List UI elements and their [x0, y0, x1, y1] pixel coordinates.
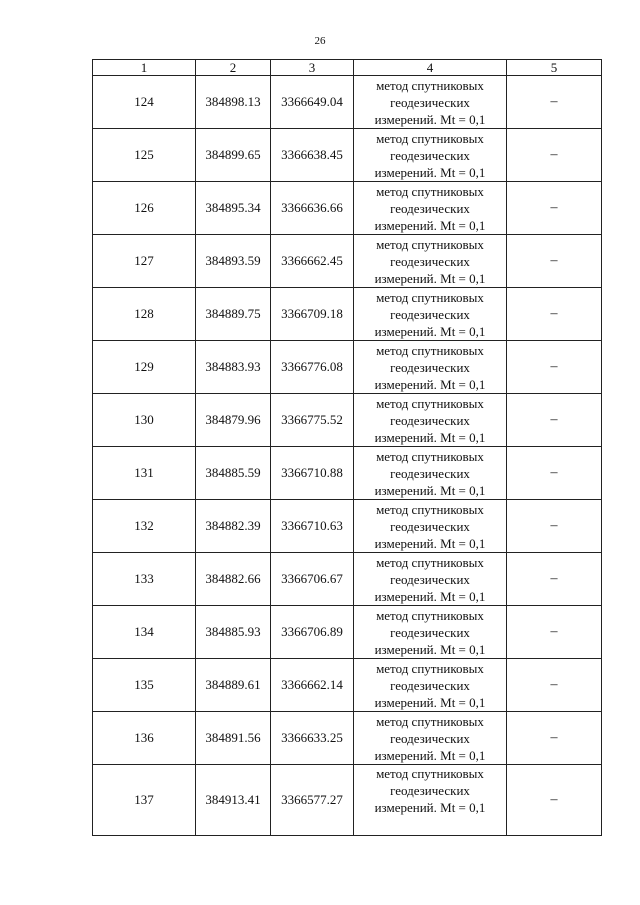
- note-cell: –: [507, 76, 602, 129]
- method-line: метод спутниковых: [376, 660, 484, 676]
- note-cell: –: [507, 288, 602, 341]
- method-line: геодезических: [390, 624, 470, 640]
- method-line: геодезических: [390, 571, 470, 587]
- table-row: [93, 394, 602, 447]
- header-col-3: 3: [271, 60, 354, 76]
- point-number-cell: 132: [93, 500, 196, 553]
- x-coordinate-cell: 384879.96: [196, 394, 271, 447]
- note-cell: –: [507, 553, 602, 606]
- y-coordinate-cell: 3366633.25: [271, 712, 354, 765]
- method-line: измерений. Mt = 0,1: [374, 217, 486, 233]
- point-number-cell: 124: [93, 76, 196, 129]
- y-coordinate-cell: 3366710.88: [271, 447, 354, 500]
- point-number-cell: 129: [93, 341, 196, 394]
- method-line: геодезических: [390, 677, 470, 693]
- method-line: метод спутниковых: [376, 77, 484, 93]
- method-line: геодезических: [390, 730, 470, 746]
- x-coordinate-cell: 384895.34: [196, 182, 271, 235]
- note-cell: –: [507, 447, 602, 500]
- coordinates-table: [92, 59, 602, 836]
- table-row: [93, 288, 602, 341]
- method-line: геодезических: [390, 359, 470, 375]
- y-coordinate-cell: 3366706.89: [271, 606, 354, 659]
- y-coordinate-cell: 3366649.04: [271, 76, 354, 129]
- note-cell: –: [507, 182, 602, 235]
- method-line: геодезических: [390, 306, 470, 322]
- method-cell: [354, 394, 507, 447]
- method-line: метод спутниковых: [376, 501, 484, 517]
- y-coordinate-cell: 3366706.67: [271, 553, 354, 606]
- table-body: [93, 76, 602, 836]
- method-line: геодезических: [390, 147, 470, 163]
- note-cell: –: [507, 765, 602, 836]
- note-cell: –: [507, 129, 602, 182]
- table-row: [93, 182, 602, 235]
- method-line: измерений. Mt = 0,1: [374, 694, 486, 710]
- point-number-cell: 128: [93, 288, 196, 341]
- method-cell: [354, 659, 507, 712]
- note-cell: –: [507, 341, 602, 394]
- point-number-cell: 136: [93, 712, 196, 765]
- method-line: метод спутниковых: [376, 395, 484, 411]
- y-coordinate-cell: 3366710.63: [271, 500, 354, 553]
- method-cell: [354, 606, 507, 659]
- x-coordinate-cell: 384898.13: [196, 76, 271, 129]
- method-line: метод спутниковых: [376, 713, 484, 729]
- x-coordinate-cell: 384883.93: [196, 341, 271, 394]
- method-line: геодезических: [390, 94, 470, 110]
- method-cell: [354, 235, 507, 288]
- x-coordinate-cell: 384889.61: [196, 659, 271, 712]
- header-col-2: 2: [196, 60, 271, 76]
- y-coordinate-cell: 3366776.08: [271, 341, 354, 394]
- method-line: метод спутниковых: [376, 342, 484, 358]
- method-line: метод спутниковых: [376, 766, 484, 781]
- table-row: [93, 659, 602, 712]
- point-number-cell: 127: [93, 235, 196, 288]
- method-line: измерений. Mt = 0,1: [374, 588, 486, 604]
- note-cell: –: [507, 659, 602, 712]
- x-coordinate-cell: 384882.39: [196, 500, 271, 553]
- table-header-row: [93, 60, 602, 76]
- method-cell: [354, 341, 507, 394]
- header-col-4: 4: [354, 60, 507, 76]
- note-cell: –: [507, 235, 602, 288]
- method-line: геодезических: [390, 465, 470, 481]
- y-coordinate-cell: 3366775.52: [271, 394, 354, 447]
- x-coordinate-cell: 384885.93: [196, 606, 271, 659]
- method-line: измерений. Mt = 0,1: [374, 641, 486, 657]
- method-line: метод спутниковых: [376, 607, 484, 623]
- header-col-5: 5: [507, 60, 602, 76]
- note-cell: –: [507, 394, 602, 447]
- point-number-cell: 137: [93, 765, 196, 836]
- y-coordinate-cell: 3366662.14: [271, 659, 354, 712]
- method-line: метод спутниковых: [376, 554, 484, 570]
- point-number-cell: 131: [93, 447, 196, 500]
- method-cell: [354, 712, 507, 765]
- method-cell: [354, 765, 507, 836]
- y-coordinate-cell: 3366662.45: [271, 235, 354, 288]
- x-coordinate-cell: 384899.65: [196, 129, 271, 182]
- point-number-cell: 130: [93, 394, 196, 447]
- note-cell: –: [507, 606, 602, 659]
- table-row: [93, 341, 602, 394]
- method-line: измерений. Mt = 0,1: [374, 429, 486, 445]
- x-coordinate-cell: 384913.41: [196, 765, 271, 836]
- note-cell: –: [507, 500, 602, 553]
- x-coordinate-cell: 384889.75: [196, 288, 271, 341]
- method-line: метод спутниковых: [376, 448, 484, 464]
- method-line: измерений. Mt = 0,1: [374, 800, 486, 815]
- table-row: [93, 712, 602, 765]
- method-cell: [354, 288, 507, 341]
- method-line: метод спутниковых: [376, 236, 484, 252]
- point-number-cell: 125: [93, 129, 196, 182]
- x-coordinate-cell: 384891.56: [196, 712, 271, 765]
- y-coordinate-cell: 3366577.27: [271, 765, 354, 836]
- method-line: геодезических: [390, 783, 470, 798]
- method-line: метод спутниковых: [376, 183, 484, 199]
- page-number: 26: [314, 35, 326, 47]
- method-cell: [354, 500, 507, 553]
- method-line: измерений. Mt = 0,1: [374, 376, 486, 392]
- table-row: [93, 500, 602, 553]
- method-line: геодезических: [390, 518, 470, 534]
- method-line: геодезических: [390, 253, 470, 269]
- table-row: [93, 606, 602, 659]
- method-cell: [354, 182, 507, 235]
- method-line: измерений. Mt = 0,1: [374, 323, 486, 339]
- point-number-cell: 126: [93, 182, 196, 235]
- y-coordinate-cell: 3366638.45: [271, 129, 354, 182]
- x-coordinate-cell: 384882.66: [196, 553, 271, 606]
- method-line: измерений. Mt = 0,1: [374, 164, 486, 180]
- point-number-cell: 135: [93, 659, 196, 712]
- method-cell: [354, 129, 507, 182]
- table-row: [93, 553, 602, 606]
- method-line: измерений. Mt = 0,1: [374, 747, 486, 763]
- method-line: измерений. Mt = 0,1: [374, 535, 486, 551]
- table-row: [93, 76, 602, 129]
- table-row: [93, 129, 602, 182]
- method-line: измерений. Mt = 0,1: [374, 270, 486, 286]
- table-row: [93, 765, 602, 836]
- point-number-cell: 133: [93, 553, 196, 606]
- method-line: метод спутниковых: [376, 130, 484, 146]
- x-coordinate-cell: 384893.59: [196, 235, 271, 288]
- table-row: [93, 447, 602, 500]
- method-line: геодезических: [390, 200, 470, 216]
- table-row: [93, 235, 602, 288]
- y-coordinate-cell: 3366709.18: [271, 288, 354, 341]
- method-cell: [354, 553, 507, 606]
- header-col-1: 1: [93, 60, 196, 76]
- note-cell: –: [507, 712, 602, 765]
- method-line: метод спутниковых: [376, 289, 484, 305]
- method-cell: [354, 76, 507, 129]
- y-coordinate-cell: 3366636.66: [271, 182, 354, 235]
- method-line: геодезических: [390, 412, 470, 428]
- method-cell: [354, 447, 507, 500]
- method-line: измерений. Mt = 0,1: [374, 482, 486, 498]
- x-coordinate-cell: 384885.59: [196, 447, 271, 500]
- point-number-cell: 134: [93, 606, 196, 659]
- method-line: измерений. Mt = 0,1: [374, 111, 486, 127]
